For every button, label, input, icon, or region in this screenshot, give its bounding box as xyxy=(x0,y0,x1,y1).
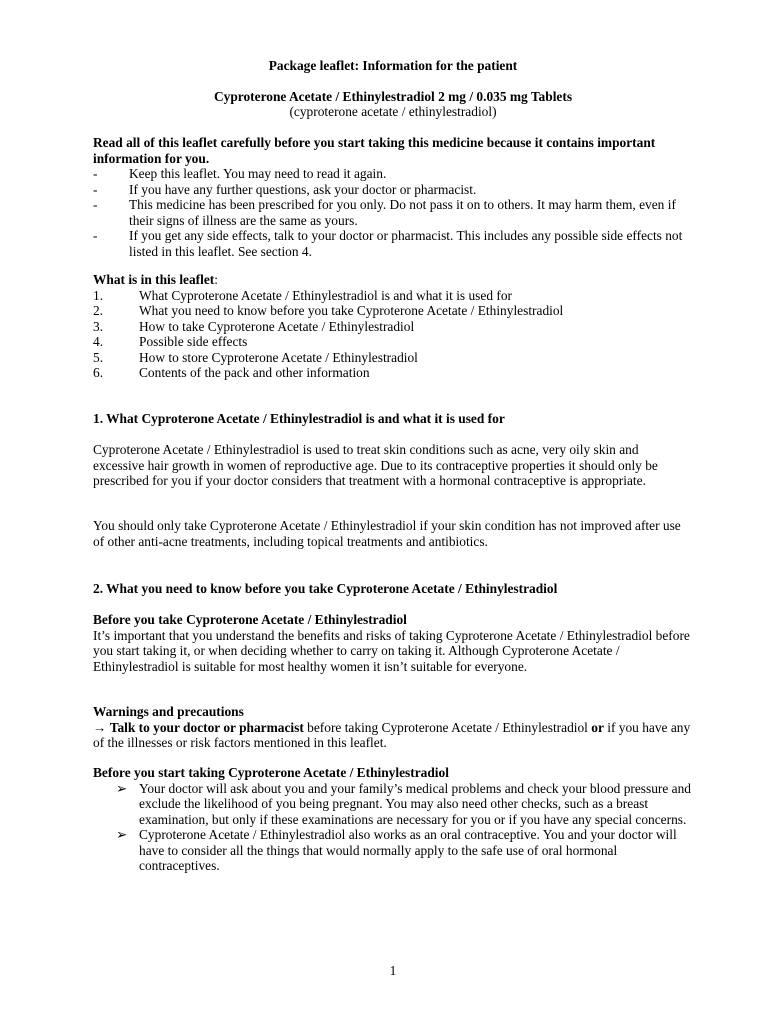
intro-list xyxy=(93,166,693,259)
before-you-take-block xyxy=(93,612,693,674)
arrow-right-icon: → xyxy=(93,719,107,735)
before-you-start-block xyxy=(93,765,693,874)
section1-paragraph-1: Cyproterone Acetate / Ethinylestradiol is used to treat skin conditions such as acne, very oily skin and excessive hair growth in women of reproductive age. Due to its contraceptive properties it should only be prescribed for you if your doctor considers that treatment with a hormonal contraceptive is appropriate. xyxy=(93,442,658,488)
list-item: ➢ Cyproterone Acetate / Ethinylestradiol also works as an oral contraceptive. You and your doctor will have to consider all the things that would normally apply to the safe use of oral hormonal contraceptives. xyxy=(116,827,677,873)
list-item: - Keep this leaflet. You may need to read it again. xyxy=(93,166,387,181)
before-you-start-heading: Before you start taking Cyproterone Acetate / Ethinylestradiol xyxy=(93,765,449,780)
toc-item: 1. What Cyproterone Acetate / Ethinylestradiol is and what it is used for xyxy=(93,287,512,303)
page-number: 1 xyxy=(389,963,397,978)
warnings-block xyxy=(93,704,693,751)
toc-item: 4. Possible side effects xyxy=(93,334,248,349)
toc-item: 6. Contents of the pack and other information xyxy=(93,365,370,380)
before-you-start-list xyxy=(93,781,693,874)
product-subtitle: (cyproterone acetate / ethinylestradiol) xyxy=(289,104,497,119)
before-you-take-heading: Before you take Cyproterone Acetate / Ethinylestradiol xyxy=(93,612,407,627)
intro-block xyxy=(93,135,693,259)
section1-heading: 1. What Cyproterone Acetate / Ethinylestradiol is and what it is used for xyxy=(93,411,505,426)
product-name: Cyproterone Acetate / Ethinylestradiol 2 mg / 0.035 mg Tablets xyxy=(213,89,573,104)
warnings-heading: Warnings and precautions xyxy=(93,704,244,719)
warnings-text: → Talk to your doctor or pharmacist before taking Cyproterone Acetate / Ethinylestradiol or if you have any of the illnesses or risk factors mentioned in this leaflet. xyxy=(93,719,691,750)
before-you-take-text: It’s important that you understand the benefits and risks of taking Cyproterone Acetate / Ethinylestradiol before you start taking it, or when deciding whether to carry on taking it. Although Cyproterone Acetate / Ethinylestradiol is suitable for most healthy women it isn’t suitable for everyone. xyxy=(93,627,690,674)
section1-paragraph-2: You should only take Cyproterone Acetate / Ethinylestradiol if your skin condition has not improved after use of other anti-acne treatments, including topical treatments and antibiotics. xyxy=(93,518,681,549)
toc-block xyxy=(93,272,693,381)
toc-item: 2. What you need to know before you take Cyproterone Acetate / Ethinylestradiol xyxy=(93,303,564,318)
toc-item: 3. How to take Cyproterone Acetate / Ethinylestradiol xyxy=(93,318,415,334)
list-item: - If you have any further questions, ask your doctor or pharmacist. xyxy=(93,181,477,197)
section2-heading: 2. What you need to know before you take Cyproterone Acetate / Ethinylestradiol xyxy=(93,581,558,596)
list-item: - If you get any side effects, talk to your doctor or pharmacist. This includes any possible side effects not listed in this leaflet. See section 4. xyxy=(93,228,683,259)
intro-heading: Read all of this leaflet carefully before you start taking this medicine because it contains important information for you. xyxy=(93,135,656,166)
list-item: - This medicine has been prescribed for you only. Do not pass it on to others. It may harm them, even if their signs of illness are the same as yours. xyxy=(93,197,676,228)
leaflet-title: Package leaflet: Information for the patient xyxy=(268,58,518,73)
arrowhead-bullet-icon: ➢ xyxy=(116,780,128,796)
arrowhead-bullet-icon: ➢ xyxy=(116,827,128,842)
list-item: ➢ Your doctor will ask about you and your family’s medical problems and check your blood pressure and exclude the likelihood of you being pregnant. You may also need other checks, such as a breast examination, but only if these examinations are necessary for you or if you have any special concerns. xyxy=(116,780,692,827)
toc-list xyxy=(93,288,693,381)
toc-item: 5. How to store Cyproterone Acetate / Ethinylestradiol xyxy=(93,349,418,365)
toc-heading: What is in this leaflet: xyxy=(93,272,218,287)
